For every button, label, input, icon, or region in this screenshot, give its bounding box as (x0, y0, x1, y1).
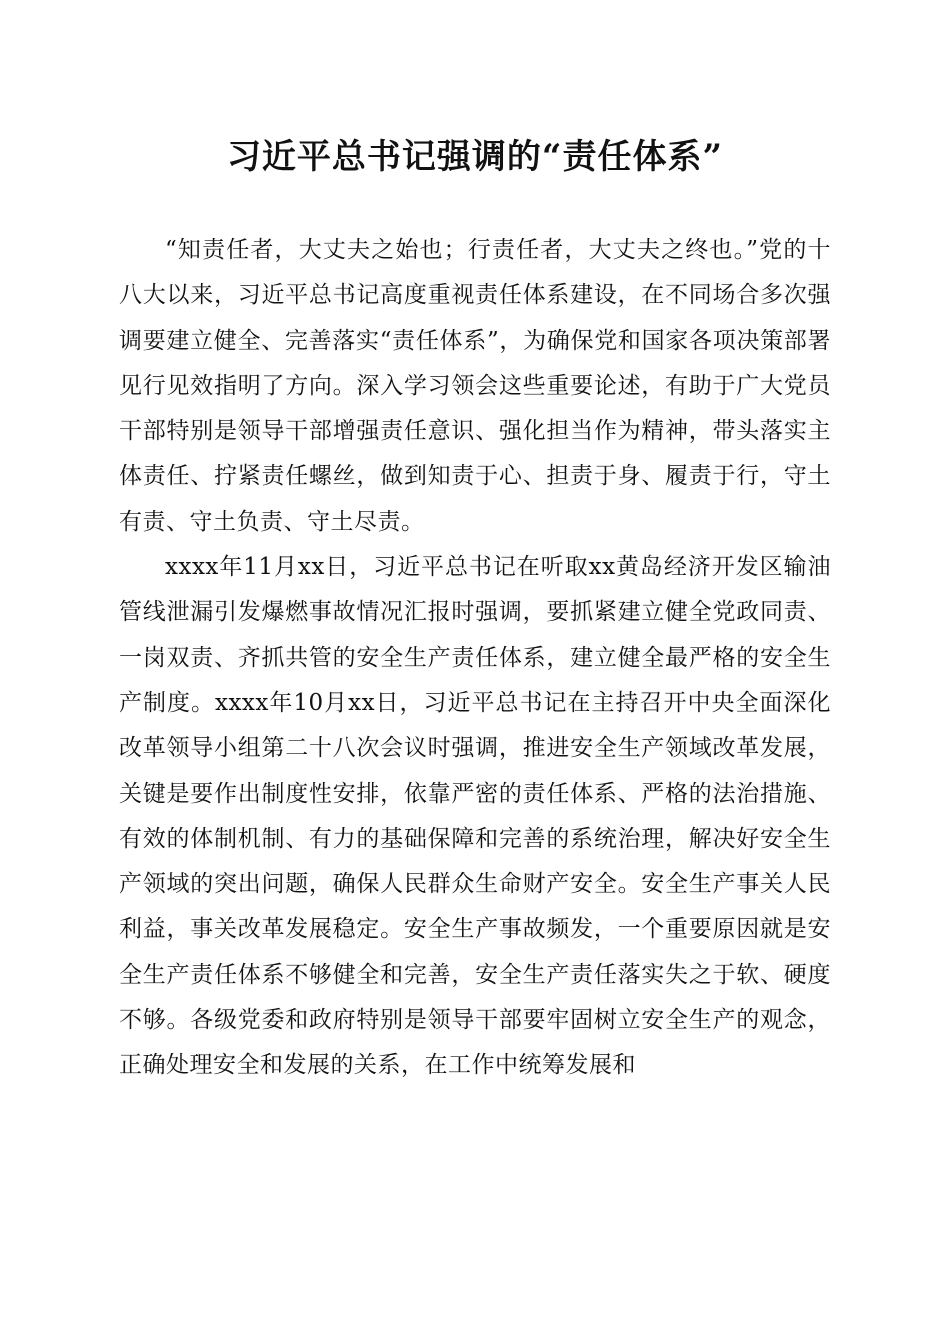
paragraph-1: “知责任者，大丈夫之始也；行责任者，大丈夫之终也。”党的十八大以来，习近平总书记高度重视责任体系建设，在不同场合多次强调要建立健全、完善落实“责任体系”，为确保党和国家各项决策部署见行见效指明了方向。深入学习领会这些重要论述，有助于广大党员干部特别是领导干部增强责任意识、强化担当作为精神，带头落实主体责任、拧紧责任螺丝，做到知责于心、担责于身、履责于行，守土有责、守土负责、守土尽责。 (119, 237, 831, 535)
document-body (119, 228, 831, 1089)
document-title: 习近平总书记强调的“责任体系” (226, 137, 724, 177)
paragraph-2: xxxx年11月xx日，习近平总书记在听取xx黄岛经济开发区输油管线泄漏引发爆燃事故情况汇报时强调，要抓紧建立健全党政同责、一岗双责、齐抓共管的安全生产责任体系，建立健全最严格的安全生产制度。xxxx年10月xx日，习近平总书记在主持召开中央全面深化改革领导小组第二十八次会议时强调，推进安全生产领域改革发展，关键是要作出制度性安排，依靠严密的责任体系、严格的法治措施、有效的体制机制、有力的基础保障和完善的系统治理，解决好安全生产领域的突出问题，确保人民群众生命财产安全。安全生产事关人民利益，事关改革发展稳定。安全生产事故频发，一个重要原因就是安全生产责任体系不够健全和完善，安全生产责任落实失之于软、硬度不够。各级党委和政府特别是领导干部要牢固树立安全生产的观念，正确处理安全和发展的关系，在工作中统筹发展和 (119, 554, 831, 1079)
